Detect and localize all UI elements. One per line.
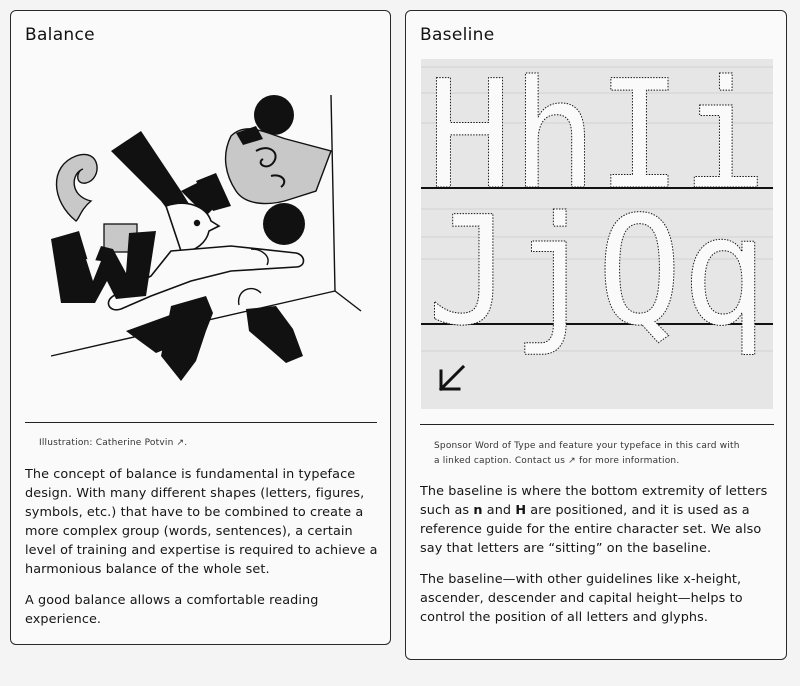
baseline-caption-prefix: a linked caption. Contact us: [434, 456, 566, 466]
baseline-p1-text-a: The baseline is where the bottom extremity of letters such as: [420, 484, 768, 518]
specimen-row-2: JjQq: [427, 185, 767, 359]
balance-paragraph-1: The concept of balance is fundamental in typeface design. With many different shapes (letters, figures, symbols, etc.) that have to be combined to create a more complex group (words, sentences), a certain level of training and expertise is required to achieve a harmonious balance of the whole set.: [25, 467, 378, 577]
baseline-caption-line-1: Sponsor Word of Type and feature your typeface in this card with: [434, 441, 740, 451]
specimen-row-1: HhIi: [427, 59, 767, 223]
baseline-body: [420, 482, 778, 627]
balance-title: Balance: [25, 25, 95, 45]
arrow-up-right-icon[interactable]: ↗: [568, 456, 576, 466]
baseline-caption-line-2: [434, 454, 779, 469]
balance-divider: [25, 422, 377, 423]
balance-body: [25, 465, 381, 629]
baseline-paragraph-1: [420, 482, 778, 558]
baseline-p1-text-b: are positioned, and it is used as a reference guide for the entire character set. We also say that letters are “sitting” on the baseline.: [420, 503, 762, 556]
baseline-title: Baseline: [420, 25, 495, 45]
baseline-divider: [420, 424, 774, 425]
letter-n: n: [473, 503, 483, 518]
baseline-paragraph-2: The baseline—with other guidelines like x-height, ascender, descender and capital height—helps to control the position of all letters and glyphs.: [420, 572, 743, 625]
balance-illustration: [31, 81, 371, 401]
letter-H: H: [515, 503, 527, 518]
balance-caption-text: Illustration: Catherine Potvin: [39, 438, 174, 448]
baseline-specimen: [421, 59, 773, 409]
baseline-p1-and: and: [482, 503, 516, 518]
baseline-caption: [434, 439, 779, 469]
balance-card: [10, 10, 391, 645]
baseline-card: [405, 10, 787, 660]
balance-caption: [39, 436, 187, 451]
baseline-caption-suffix: for more information.: [578, 456, 680, 466]
balance-paragraph-2: A good balance allows a comfortable reading experience.: [25, 593, 319, 627]
arrow-up-right-icon[interactable]: ↗.: [176, 438, 188, 448]
